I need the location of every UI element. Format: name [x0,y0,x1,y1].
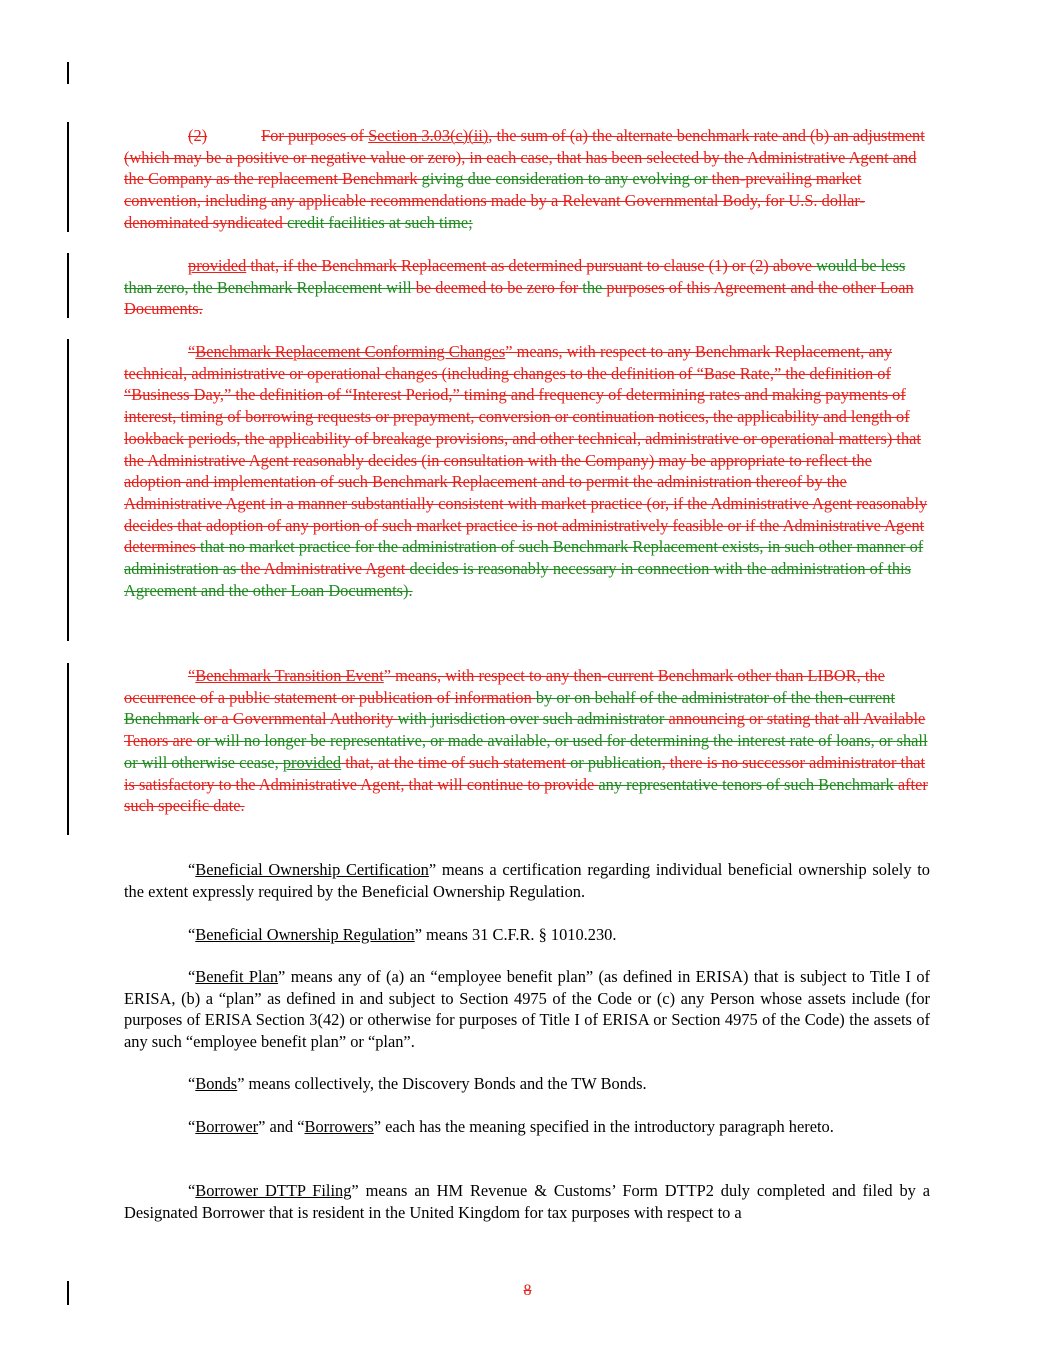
definition-beneficial-ownership-regulation: “Beneficial Ownership Regulation” means 31 C.F.R. § 1010.230. [188,925,617,944]
clause-2-paragraph: (2) For purposes of Section 3.03(c)(ii), the sum of (a) the alternate benchmark rate and (b) an adjustment (which may be a positive or negative value or zero), in each case, that has been selected by the Administrative Agent and the Company as the replacement Benchmark giving due consideration to any evolving or then-prevailing market convention, including any applicable recommendations made by a Relevant Governmental Body, for U.S. dollar-denominated syndicated credit facilities at such time; [124,126,925,232]
defined-term: Benchmark Replacement Conforming Changes [195,342,506,361]
definition-beneficial-ownership-certification: “Beneficial Ownership Certification” means a certification regarding individual beneficial ownership solely to the extent expressly required by the Beneficial Ownership Regulation. [124,860,930,901]
definition-borrower: “Borrower” and “Borrowers” each has the meaning specified in the introductory paragraph hereto. [188,1117,834,1136]
change-bar [67,663,69,835]
change-bar [67,339,69,641]
page-number: 8 [523,1282,532,1299]
defined-term: Borrower DTTP Filing [195,1181,352,1200]
defined-term: Beneficial Ownership Regulation [195,925,415,944]
definition-benchmark-transition-event: “Benchmark Transition Event” means, with respect to any then-current Benchmark other than LIBOR, the occurrence of a public statement or publication of information by or on behalf of the administrator of the then-current Benchmark or a Governmental Authority with jurisdiction over such administrator announcing or stating that all Available Tenors are or will no longer be representative, or made available, or used for determining the interest rate of loans, or shall or will otherwise cease, provided that, at the time of such statement or publication, there is no successor administrator that is satisfactory to the Administrative Agent, that will continue to provide any representative tenors of such Benchmark after such specific date. [124,666,928,816]
definition-benefit-plan: “Benefit Plan” means any of (a) an “employee benefit plan” (as defined in ERISA) that is subject to Title I of ERISA, (b) a “plan” as defined in and subject to Section 4975 of the Code or (c) any Person whose assets include (for purposes of ERISA Section 3(42) or otherwise for purposes of Title I of ERISA or Section 4975 of the Code) the assets of any such “employee benefit plan” or “plan”. [124,967,931,1052]
section-reference: Section 3.03(c)(ii) [368,126,489,145]
defined-term: Benchmark Transition Event [195,666,384,685]
defined-term: Beneficial Ownership Certification [195,860,429,879]
definition-bonds: “Bonds” means collectively, the Discovery Bonds and the TW Bonds. [188,1074,647,1093]
definition-benchmark-replacement-conforming-changes: “Benchmark Replacement Conforming Changes” means, with respect to any Benchmark Replacement, any technical, administrative or operational changes (including changes to the definition of “Base Rate,” the definition of “Business Day,” the definition of “Interest Period,” timing and frequency of determining rates and making payments of interest, timing of borrowing requests or prepayment, conversion or continuation notices, the applicability and length of lookback periods, the applicability of breakage provisions, and other technical, administrative or operational matters) that the Administrative Agent reasonably decides (in consultation with the Company) may be appropriate to reflect the adoption and implementation of such Benchmark Replacement and to permit the administration thereof by the Administrative Agent in a manner substantially consistent with market practice (or, if the Administrative Agent reasonably decides that adoption of any portion of such market practice is not administratively feasible or if the Administrative Agent determines that no market practice for the administration of such Benchmark Replacement exists, in such other manner of administration as the Administrative Agent decides is reasonably necessary in connection with the administration of this Agreement and the other Loan Documents). [124,342,928,600]
defined-term: Bonds [195,1074,238,1093]
change-bar [67,62,69,84]
change-bar [67,253,69,318]
change-bar [67,122,69,232]
defined-term: Borrower [195,1117,259,1136]
provided-paragraph: provided that, if the Benchmark Replacement as determined pursuant to clause (1) or (2) above would be less than zero, the Benchmark Replacement will be deemed to be zero for the purposes of this Agreement and the other Loan Documents. [124,256,914,319]
defined-term: Borrowers [304,1117,374,1136]
defined-term: Benefit Plan [195,967,279,986]
clause-number: (2) [188,126,208,145]
definition-borrower-dttp-filing: “Borrower DTTP Filing” means an HM Revenue & Customs’ Form DTTP2 duly completed and filed by a Designated Borrower that is resident in the United Kingdom for tax purposes with respect to a [124,1181,931,1222]
